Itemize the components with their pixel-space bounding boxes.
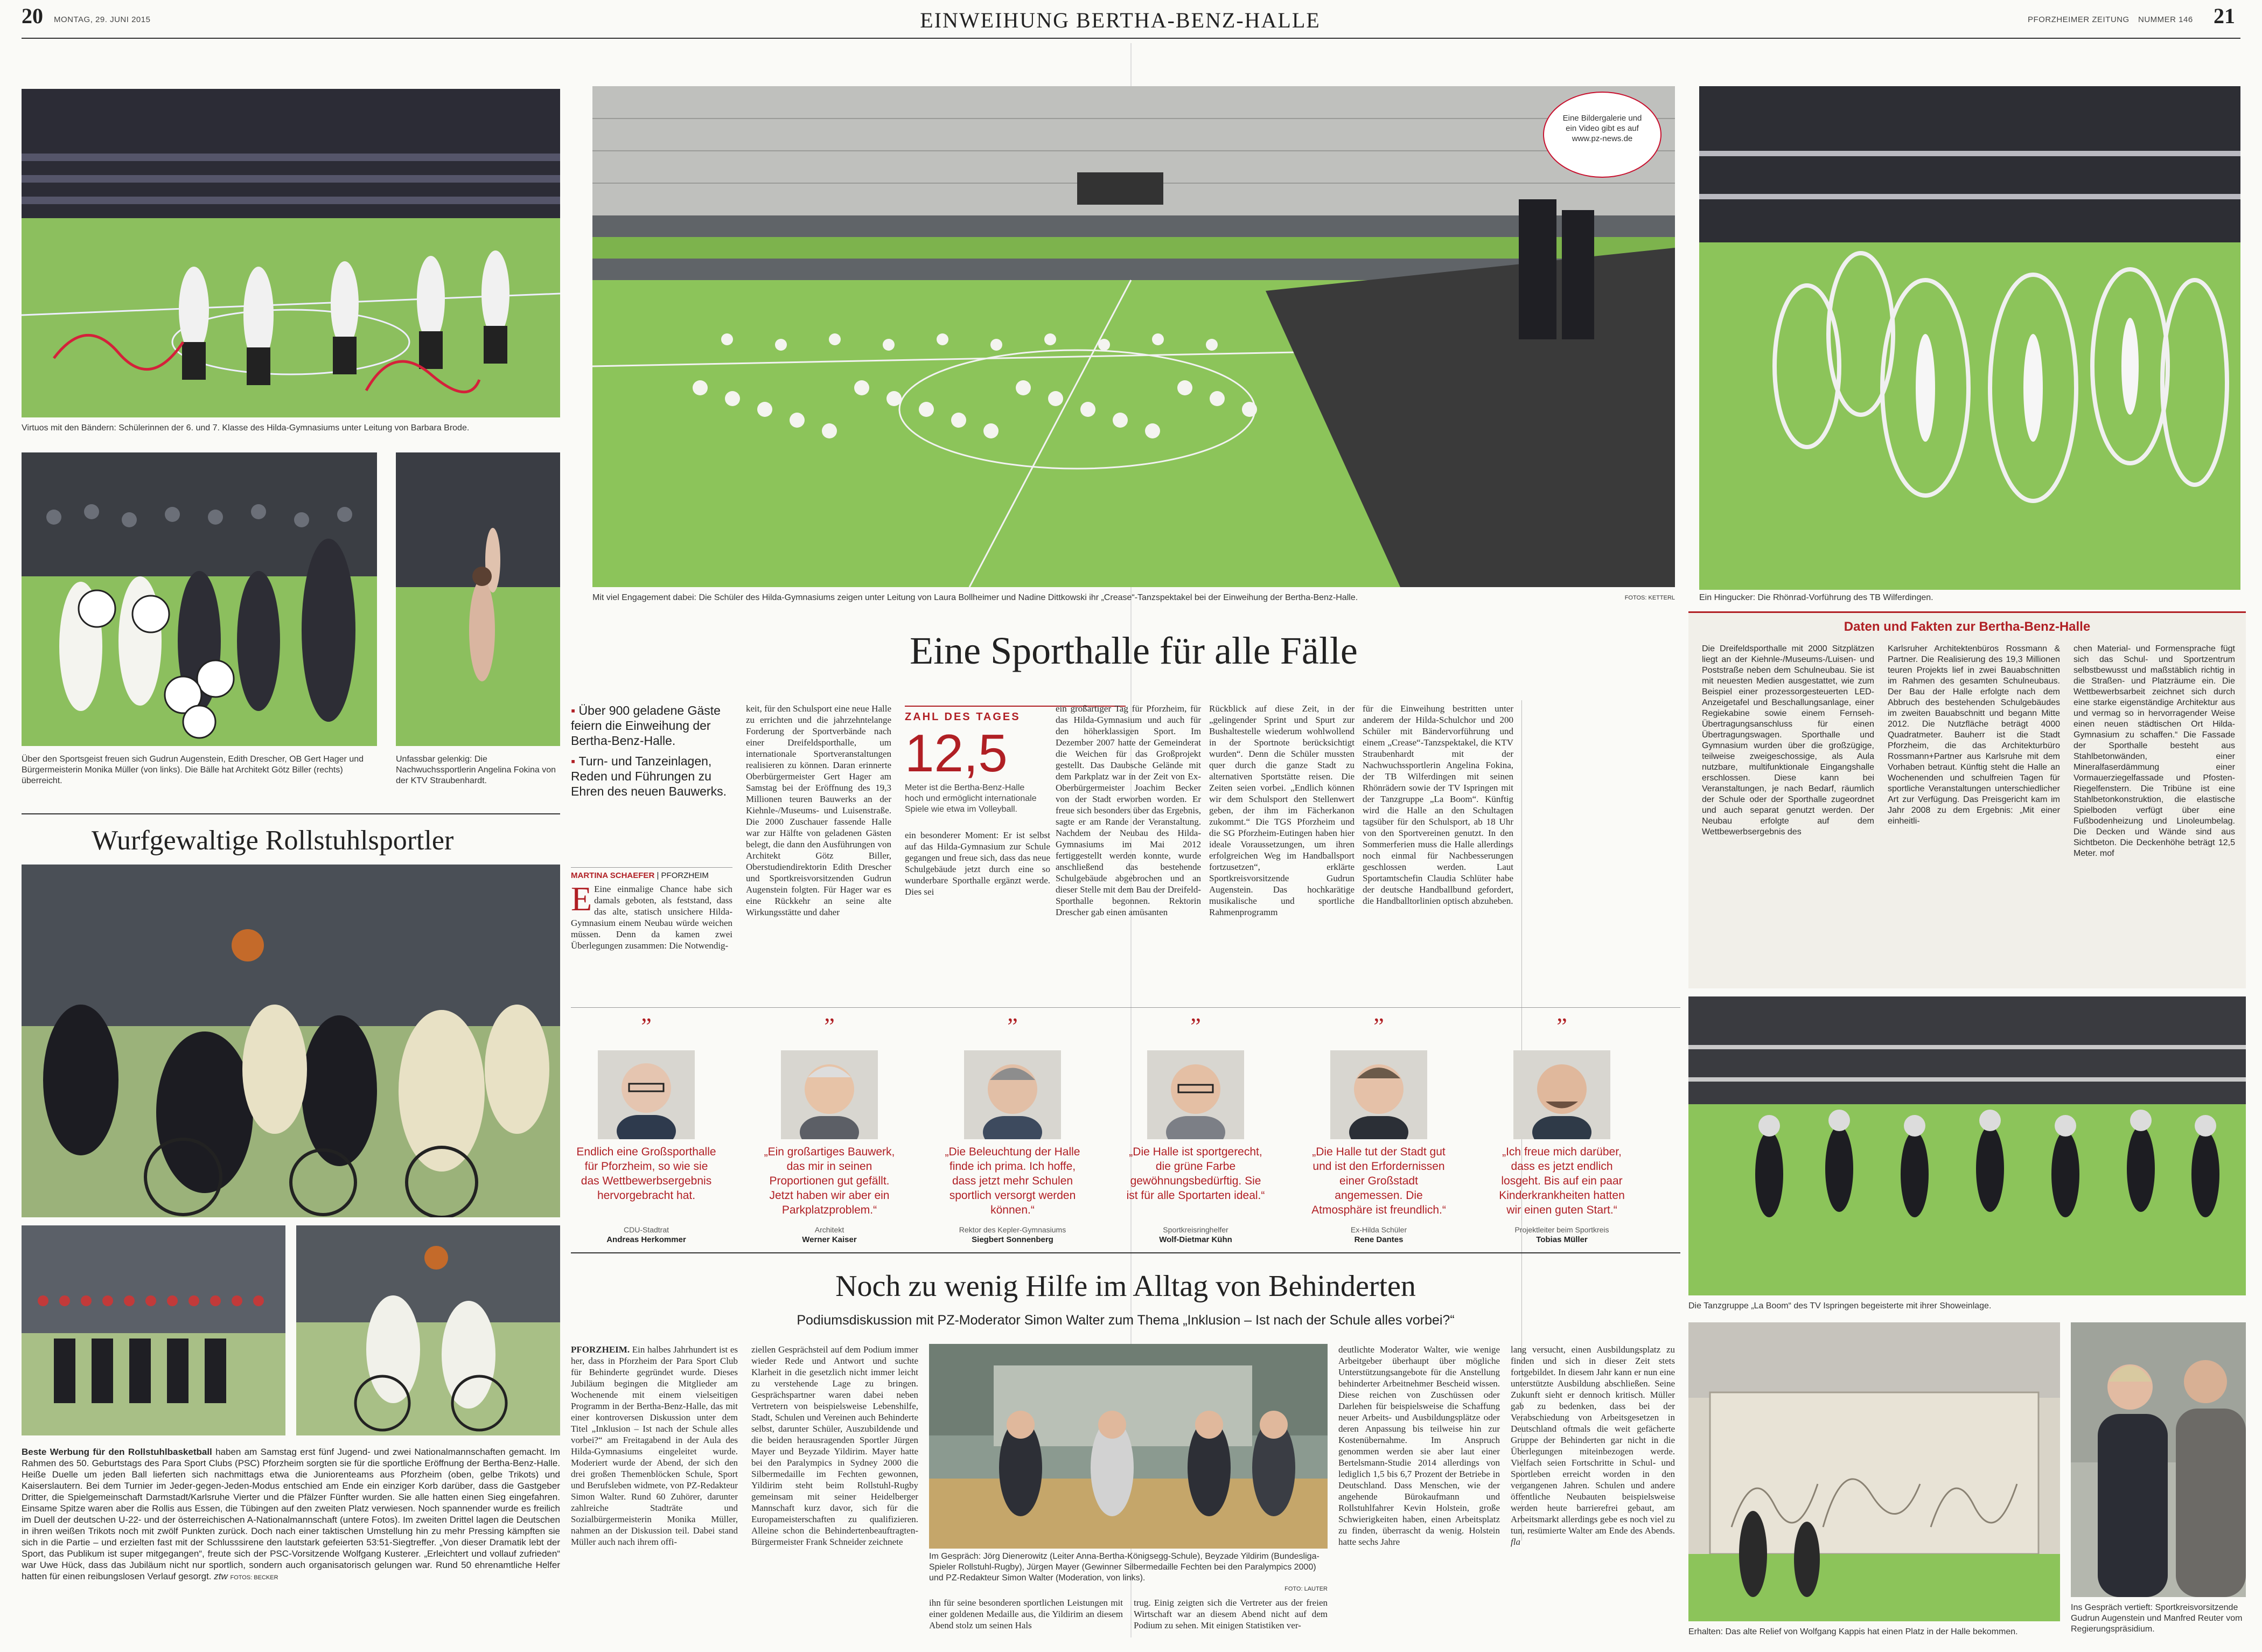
quote-role: Projektleiter beim Sportkreis xyxy=(1514,1225,1609,1234)
la-boom-illustration xyxy=(1688,996,2246,1295)
article-col-1 xyxy=(571,883,732,1015)
header-rule xyxy=(22,38,2240,39)
page-topic: EINWEIHUNG BERTHA-BENZ-HALLE xyxy=(920,8,1321,32)
gallery-badge-text: Eine Bildergalerie und ein Video gibt es auf www.pz-news.de xyxy=(1562,114,1642,143)
inclusion-place: PFORZHEIM. xyxy=(571,1344,630,1355)
inclusion-col-5: deutlichte Moderator Walter, wie wenige Arbeitgeber überhaupt über mögliche Unterstützungsangebote für die Anstellung behinderter Arbeitnehmer Bescheid wissen. Diese reichen von Zuschüssen oder Darlehen für beispielsweise die Schaffung neuer Arbeits- und Ausbildungsplätze oder deren Anpassung bis teilweise hin zur Kostenübernahme. Im Anspruch genommen werden sie aber laut einer Bertelsmann-Studie 2014 allerdings von lediglich 1,5 bis 6,7 Prozent der Betriebe in Deutschland. Dass Menschen, wie der angehende Bürokaufmann und Rollstuhlfahrer Kevin Holstein, große Schwierigkeiten haben, einen Arbeitsplatz zu finden, überrascht da wenig. Holstein hatte sechs Jahre xyxy=(1338,1344,1500,1547)
caption-ribbon-dancers: Virtuos mit den Bändern: Schülerinnen der 6. und 7. Klasse des Hilda-Gymnasiums unter Leitung von Barbara Brode. xyxy=(22,423,470,433)
inclusion-col-3: ihn für seine besonderen sportlichen Leistungen mit einer goldenen Medaille aus, die Yildirim an diesem Abend stolz um seinen Hals xyxy=(929,1598,1123,1630)
caption-la-boom: Die Tanzgruppe „La Boom“ des TV Ispringen begeisterte mit ihrer Showeinlage. xyxy=(1688,1301,1992,1311)
quotes-rule xyxy=(571,1007,1680,1008)
quote-mark-icon: ” xyxy=(1556,1013,1567,1040)
quotes-row xyxy=(571,1013,1680,1250)
portrait-kuehn xyxy=(1147,1050,1244,1139)
article-col-2: keit, für den Schulsport eine neue Halle zu errichten und die jahrzehntelange Forderung der Sportverbände nach einer Dreifeldsporthalle, um internationale Sportveranstaltungen realisieren zu können. Daran erinnerte Oberbürgermeister Gert Hager am Samstag bei der Eröffnung des 19,3 Millionen teuren Bauwerks an der Kiehnle-/Museums- und Luisenstraße. Die 2000 Zuschauer fassende Halle war zur Hälfte von geladenen Gästen belegt, die dann den Ausführungen von Architekt Götz Biller, Oberstudiendirektorin Edith Drescher und Sportkreisvorsitzenden Gudrun Augenstein folgten. Für Hager war es eine Rückkehr an seine alte Wirkungsstätte und daher xyxy=(746,703,891,917)
inclusion-subhead: Podiumsdiskussion mit PZ-Moderator Simon Walter zum Thema „Inklusion – Ist nach der Schule alles vorbei?“ xyxy=(797,1313,1455,1328)
inclusion-signature: fla xyxy=(1511,1537,1520,1547)
right-page-number: 21 xyxy=(2214,4,2235,28)
article-col-2b: ein besonderer Moment: Er ist selbst auf das Hilda-Gymnasium zur Schule gegangen und freue sich, dass das neue Schulgebäude jetzt durch eine so wunderbare Sporthalle ergänzt werde. Dies sei xyxy=(905,830,1050,897)
article-col-5: für die Einweihung bestritten unter anderem der Hilda-Schulchor und 200 Schüler mit Bändervorführung und einem „Crease“-Tanzspektakel, die KTV Straubenhardt mit der Nachwuchssportlerin Angelina Fokina, der TB Wilferdingen mit seinen Rhönrädern sowie der TV Ispringen mit der Tanzgruppe „La Boom“. Künftig wird die Halle an den Schultagen tagsüber für den Schulsport, ab 18 Uhr von den Sportvereinen genutzt. In den Sommerferien muss die Halle allerdings noch einmal für Nachbesserungen geschlossen werden. Laut Sportamtschefin Claudia Schlüter habe der deutsche Handballbund gefordert, die Handballtorlinien optisch abzuheben. xyxy=(1363,703,1513,906)
photo-gymnast xyxy=(396,452,560,746)
inclusion-col-6 xyxy=(1511,1344,1675,1635)
bullet-item: ▪ Über 900 geladene Gäste feiern die Einweihung der Bertha-Benz-Halle. xyxy=(571,703,721,748)
photo-wheel-gymnastics xyxy=(1699,86,2240,590)
article-col-4: Rückblick auf diese Zeit, in der „gelingender Sprint und Spurt zur Bushaltestelle wiederum wohlwollend in der Sportnote berücksichtigt wurden“. Denn die Schüler mussten quer durch die ganze Stadt zu alternativen Sportstätte reisen. Die Zeiten seien vorbei. „Endlich können wir dem Schulsport den Stellenwert geben, der ihm im Fächerkanon zukommt.“ Die TGS Pforzheim und die SG Pforzheim-Eutingen haben hier ideale Voraussetzungen, um ihren erfolgreichen Weg im Handballsport fortzusetzen“, erklärte Sportkreisvorsitzende Gudrun Augenstein. Das hochkarätige musikalische und sportliche Rahmenprogramm xyxy=(1209,703,1355,917)
quote-name: Rene Dantes xyxy=(1354,1235,1404,1244)
bullet-item: ▪ Turn- und Tanzeinlagen, Reden und Führungen zu Ehren des neuen Bauwerks. xyxy=(571,754,727,798)
dropcap: E xyxy=(571,883,592,918)
main-headline: Eine Sporthalle für alle Fälle xyxy=(910,629,1358,672)
quote-role: CDU-Stadtrat xyxy=(623,1225,669,1234)
wheel-gymnastics-illustration xyxy=(1699,86,2240,590)
wheelchair-text xyxy=(22,1446,560,1629)
wheelchair-action-illustration xyxy=(296,1225,560,1435)
wheelchair-basketball-illustration xyxy=(22,865,560,1217)
quote-text: „Die Beleuchtung der Halle finde ich prima. Ich hoffe, dass jetzt mehr Schulen sportlich versorgt werden können.“ xyxy=(945,1146,1080,1216)
zahl-value: 12,5 xyxy=(905,723,1008,783)
left-page-number: 20 xyxy=(22,4,43,28)
panel-discussion-illustration xyxy=(929,1344,1328,1549)
photo-wheelchair-basketball xyxy=(22,865,560,1217)
inclusion-rule xyxy=(571,1252,1680,1253)
quote-text: „Die Halle tut der Stadt gut und ist den Erfordernissen einer Großstadt angemessen. Die Atmosphäre ist freundlich.“ xyxy=(1311,1146,1446,1216)
quote-mark-icon: ” xyxy=(1373,1013,1384,1040)
quote-mark-icon: ” xyxy=(1007,1013,1018,1040)
quote-mark-icon: ” xyxy=(824,1013,835,1040)
facts-col-3: chen Material- und Formensprache fügt sich das Schul- und Sportzentrum selbstbewusst und maßstäblich richtig in die Straßen- und Platzräume ein. Die Wettbewerbsarbeit zeichnet sich durch eine starke eigenständige Architektur aus und vermag so in hervorragender Weise einen neuen städtischen Ort Hilda-Gymnasium zu schaffen.“ Die Fassade der Sporthalle besteht aus Stahlbetonwänden, einer Mineralfaserdämmung einer Vormauerziegelfassade und Pfosten-Riegelfenstern. Die Tribüne ist eine Stahlbetonkonstruktion, die elastische Spielboden verfügt über eine Fußbodenheizung und Linoleumbelag. Die Decken und Wände sind aus Sichtbeton. Die Deckenhöhe beträgt 12,5 Meter. mof xyxy=(2074,644,2235,858)
quote-text: „Ich freue mich darüber, dass es jetzt endlich losgeht. Bis auf ein paar Kinderkrankheiten hatten wir einen guten Start.“ xyxy=(1499,1146,1625,1216)
caption-ball-presentation: Über den Sportsgeist freuen sich Gudrun Augenstein, Edith Drescher, OB Gert Hager und Bürgermeisterin Monika Müller (von links). Die Bälle hat Architekt Götz Biller (rechts) überreicht. xyxy=(22,755,364,785)
facts-col-2: Karlsruher Architektenbüros Rossmann & Partner. Die Realisierung des 19,3 Millionen teuren Projekts lief in zwei Bauabschnitten im Rahmen des gesamten Schulneubaus. Der Bau der Halle erfolgte nach dem Abbruch des bestehenden Schulgebäudes im zweiten Bauabschnitt und begann Mitte 2012. Die Nutzfläche beträgt 4000 Quadratmeter. Bauherr ist die Stadt Pforzheim, die das Architekturbüro Rossmann+Partner aus Karlsruhe mit dem Vorhaben betraut. Künftig steht die Halle an Wochenenden und schulfreien Tagen für sportliche Veranstaltungen unterschiedlicher Art zur Verfügung. Das Preisgericht kam im Jahr 2008 zu dem Ergebnis: „Mit einer einheitli- xyxy=(1888,644,2060,826)
gallery-badge[interactable] xyxy=(1543,92,1661,178)
author-line xyxy=(571,867,732,880)
quote-role: Architekt xyxy=(814,1225,844,1234)
inclusion-col-4: trug. Einig zeigten sich die Vertreter aus der freien Wirtschaft war an diesem Abend nicht auf dem Podium zu sehen. Mit einigen Statistiken ver- xyxy=(1134,1598,1328,1630)
inclusion-col-1-text: Ein halbes Jahrhundert ist es her, dass in Pforzheim der Para Sport Club für Behinderte gegründet wurde. Dieses Jubiläum begingen die Mitglieder am Wochenende mit einem vielseitigen Programm in der Bertha-Benz-Halle, das mit einer kontroversen Diskussion unter dem Titel „Inklusion – Ist nach der Schule alles vorbei?“ am Freitagabend in der Aula des Hilda-Gymnasiums eingeleitet wurde. Moderiert wurde der Abend, der sich den drei großen Themenblöcken Schule, Sport und Berufsleben widmete, von PZ-Redakteur Simon Walter. Rund 60 Zuhörer, darunter zahlreiche Stadträte und Sozialbürgermeisterin Monika Müller, nahmen an der Diskussion teil. Dabei stand Müller auch nach ihrem offi- xyxy=(571,1344,738,1547)
relief-illustration xyxy=(1688,1322,2060,1621)
left-date: MONTAG, 29. JUNI 2015 xyxy=(54,15,151,24)
inclusion-col-1 xyxy=(571,1344,738,1635)
bullet-text: Über 900 geladene Gäste feiern die Einweihung der Bertha-Benz-Halle. xyxy=(571,703,721,748)
inclusion-col-2: ziellen Gesprächsteil auf dem Podium immer wieder Rede und Antwort und suchte Klarheit in die gesetzlich nicht immer leicht zu verstehende Lage zu bringen. Gesprächspartner waren dabei neben Vertretern von beispielsweise Lebenshilfe, Stadt, Schulen und Vereinen auch Behinderte selbst, darunter Schüler, Auszubildende und die beiden herausragenden Sportler Jürgen Mayer und Beyzade Yildirim. Mayer hatte bei den Paralympics in Sydney 2000 die Silbermedaille im Fechten gewonnen, Yildirim steht beim Rollstuhl-Rugby gemeinsam mit seiner Heidelberger Mannschaft kurz davor, sich für die Europameisterschaften zu qualifizieren. Alleine schon die Behindertenbeauftragten-Bürgermeister Frank Schneider zeichnete xyxy=(751,1344,918,1547)
quote-mark-icon: ” xyxy=(1190,1013,1201,1040)
caption-conversation: Ins Gespräch vertieft: Sportkreisvorsitzende Gudrun Augenstein und Manfred Reuter vom Regierungspräsidium. xyxy=(2071,1603,2243,1634)
zahl-text: Meter ist die Bertha-Benz-Halle hoch und ermöglicht internationale Spiele wie etwa im Volleyball. xyxy=(905,783,1037,814)
ball-presentation-illustration xyxy=(22,452,377,746)
photo-relief xyxy=(1688,1322,2060,1621)
team-lineup-illustration xyxy=(22,1225,285,1435)
facts-col-1: Die Dreifeldsporthalle mit 2000 Sitzplätzen liegt an der Kiehnle-/Museums-/Luisen- und Poststraße neben dem Schulneubau. Sie ist mit neuesten Medien ausgestattet, wie zum Beispiel einer prozessorgesteuerten LED-Anzeigetafel und Beschallungsanlage, einer Regiekabine sowie einem Fernseh-Übertragungsanschluss für einen Übertragungswagen. Sporthalle und Gymnasium wurden über die großzügige, teilweise zweigeschossige, als Aula nutzbare, multifunktionale Eingangshalle erschlossen. Diese kann bei Veranstaltungen, je nach Bedarf, räumlich der Schule oder der Sporthalle zugeordnet und auch separat genutzt werden. Der Neubau erfolgte auf dem Wettbewerbsergebnis des xyxy=(1702,644,1874,837)
caption-relief: Erhalten: Das alte Relief von Wolfgang Kappis hat einen Platz in der Halle bekommen. xyxy=(1688,1627,2018,1636)
portrait-kaiser xyxy=(781,1050,878,1139)
wheelchair-headline: Wurfgewaltige Rollstuhlsportler xyxy=(92,825,454,856)
quote-text: „Die Halle ist sportgerecht, die grüne Farbe gewöhnungsbedürftig. Sie ist für alle Sportarten ideal.“ xyxy=(1126,1146,1265,1202)
quote-text: Endlich eine Großsporthalle für Pforzheim, so wie sie das Wettbewerbsergebnis hervorgebracht hat. xyxy=(576,1146,716,1202)
article-col-3: ein großartiger Tag für Pforzheim, für das Hilda-Gymnasium und auch für den höherklassigen Sport. Im Dezember 2007 hatte der Gemeinderat die Weichen für das Großprojekt gestellt. Das Daubsche Gelände mit dem Parkplatz war in der Zeit von Ex-Oberbürgermeister Joachim Becker von der Stadt erworben worden. Er freue sich besonders über das Ergebnis, sagte er am Rande der Veranstaltung. Nachdem der Neubau des Hilda-Gymnasiums im Mai 2012 fertiggestellt werden konnte, wurde anschließend das bestehende Schulgebäude abgebrochen und an dieser Stelle mit dem Bau der Dreifeld-Sporthalle begonnen. Rektorin Drescher gab einen amüsanten xyxy=(1056,703,1201,917)
photo-ribbon-dancers xyxy=(22,89,560,417)
facts-title: Daten und Fakten zur Bertha-Benz-Halle xyxy=(1844,619,2091,634)
conversation-illustration xyxy=(2071,1322,2246,1597)
photo-ball-presentation xyxy=(22,452,377,746)
gymnast-illustration xyxy=(396,452,560,746)
author-name: MARTINA SCHAEFER xyxy=(571,871,655,880)
quote-name: Wolf-Dietmar Kühn xyxy=(1159,1235,1232,1244)
credit-main-photo: FOTOS: KETTERL xyxy=(1624,595,1675,601)
inclusion-headline: Noch zu wenig Hilfe im Alltag von Behinderten xyxy=(835,1270,1416,1303)
quote-role: Ex-Hilda Schüler xyxy=(1350,1225,1407,1234)
portrait-herkommer xyxy=(598,1050,695,1139)
wheelchair-body: haben am Samstag erst fünf Jugend- und zwei Nationalmannschaften gemacht. Im Rahmen des 50. Geburtstags des Para Sport Clubs (PSC) Pforzheim sorgten sie für die sportliche Eröffnung der Bertha-Benz-Halle. Heiße Duelle um jeden Ball lieferten sich nachmittags etwa die Juniorenteams aus Pforzheim (oben, gelbe Trikots) und Kaiserslautern. Bei dem Turnier im Jeder-gegen-Jeden-Modus entschied am Ende ein einziger Korb darüber, dass die Gastgeber Dritter, die Spielgemeinschaft Darmstadt/Karlsruhe Vierter und die Pfälzer Fünfter wurden. Sie alle hatten einen Sieg eingefahren. Einsame Spitze waren aber die Rollis aus Essen, die Tübingen auf den zweiten Platz verwiesen. Noch spannender wurde es freilich im Duell der deutschen U-22- und der österreichischen A-Nationalmannschaft (untere Fotos). Im zweiten Drittel lagen die Deutschen in ihren weißen Trikots noch mit zwölf Punkten zurück. Doch nach einer taktischen Umstellung hin zu mehr Pressing kämpften sie sich in die Partie – und erzielten fast mit der Schlusssirene den lautstark gefeierten 53:51-Siegtreffer. „Von dieser Dramatik lebt der Sport, das Publikum ist super mitgegangen“, freute sich der PSC-Vorsitzende Wolfgang Kusterer. „Erleichtert und vollauf zufrieden“ war Uwe Hück, dass das Jubiläum nicht nur sportlich, sondern auch organisatorisch gelungen war. Rund 50 ehrenamtliche Helfer hatten für einen reibungslosen Verlauf gesorgt. xyxy=(22,1447,560,1581)
author-place: PFORZHEIM xyxy=(661,871,709,880)
quote-mark-icon: ” xyxy=(641,1013,652,1040)
portrait-dantes xyxy=(1330,1050,1427,1139)
portrait-mueller xyxy=(1513,1050,1610,1139)
photo-wheelchair-action xyxy=(296,1225,560,1435)
credit-panel: FOTO: LAUTER xyxy=(1284,1586,1328,1592)
bullet-text: Turn- und Tanzeinlagen, Reden und Führungen zu Ehren des neuen Bauwerks. xyxy=(571,754,727,798)
photo-conversation xyxy=(2071,1322,2246,1597)
quote-role: Rektor des Kepler-Gymnasiums xyxy=(959,1225,1066,1234)
quote-text: „Ein großartiges Bauwerk, das mir in seinen Proportionen gut gefällt. Jetzt haben wir aber ein Parkplatzproblem.“ xyxy=(764,1146,895,1216)
wheelchair-signature: ztw xyxy=(214,1571,228,1581)
wheelchair-lead: Beste Werbung für den Rollstuhlbasketball xyxy=(22,1447,212,1457)
article-col-1-text: Eine einmalige Chance habe sich damals geboten, als feststand, dass das alte, statisch unsichere Hilda-Gymnasium einem Neubau würde weichen müssen. Denn da kamen zwei Überlegungen zusammen: Die Notwendig- xyxy=(571,884,732,951)
paper-name: PFORZHEIMER ZEITUNG xyxy=(2028,15,2130,24)
inclusion-col-6-text: lang versucht, einen Ausbildungsplatz zu finden und sich in dieser Zeit stets fortgebildet. In diesem Jahr kann er nun eine unterstützte Ausbildung abschließen. Seine Zukunft sieht er dennoch kritisch. Müller gab zu bedenken, dass bei der Verabschiedung von Arbeitsgesetzen in Deutschland oftmals die weit gefächerte Gruppe der Behinderten gar nicht in die Überlegungen miteinbezogen werde. Vielfach seien Fortschritte in Schul- und Sportleben erreicht worden in den vergangenen Jahren. Schulen und andere öffentliche Neubauten beispielsweise werden heute barrierefrei gebaut, am Arbeitsmarkt allerdings gebe es noch viel zu tun, resümierte Walter am Ende des Abends. xyxy=(1511,1344,1675,1536)
caption-main-photo: Mit viel Engagement dabei: Die Schüler des Hilda-Gymnasiums zeigen unter Leitung von Laura Bollheimer und Nadine Dittkowski ihr „Crease“-Tanzspektakel bei der Einweihung der Bertha-Benz-Halle. xyxy=(592,593,1358,602)
caption-wheel: Ein Hingucker: Die Rhönrad-Vorführung des TB Wilferdingen. xyxy=(1699,593,1933,602)
photo-panel-discussion xyxy=(929,1344,1328,1549)
photo-team-lineup xyxy=(22,1225,285,1435)
quote-role: Sportkreisringhelfer xyxy=(1163,1225,1228,1234)
quote-name: Andreas Herkommer xyxy=(606,1235,686,1244)
portrait-sonnenberg xyxy=(964,1050,1061,1139)
quote-name: Tobias Müller xyxy=(1536,1235,1588,1244)
quote-name: Siegbert Sonnenberg xyxy=(972,1235,1053,1244)
issue-number: NUMMER 146 xyxy=(2138,15,2193,24)
caption-gymnast: Unfassbar gelenkig: Die Nachwuchssportlerin Angelina Fokina von der KTV Straubenhardt. xyxy=(396,755,556,785)
caption-panel: Im Gespräch: Jörg Dienerowitz (Leiter Anna-Bertha-Königsegg-Schule), Beyzade Yildirim (Bundesliga-Spieler Rollstuhl-Rugby), Jürgen Mayer (Gewinner Silbermedaille Fechten bei den Paralympics 2000) und PZ-Redakteur Simon Walter (Moderation, von links). xyxy=(929,1552,1320,1583)
photo-main-hall-dance xyxy=(592,86,1675,587)
wheelchair-rule xyxy=(22,813,560,814)
ribbon-dancers-illustration xyxy=(22,89,560,417)
main-hall-illustration xyxy=(592,86,1675,587)
article-bullets xyxy=(571,703,732,804)
author-sep: | xyxy=(657,871,661,880)
quote-name: Werner Kaiser xyxy=(802,1235,857,1244)
wheelchair-credit: FOTOS: BECKER xyxy=(230,1574,278,1581)
photo-la-boom xyxy=(1688,996,2246,1295)
zahl-label: ZAHL DES TAGES xyxy=(905,711,1021,723)
